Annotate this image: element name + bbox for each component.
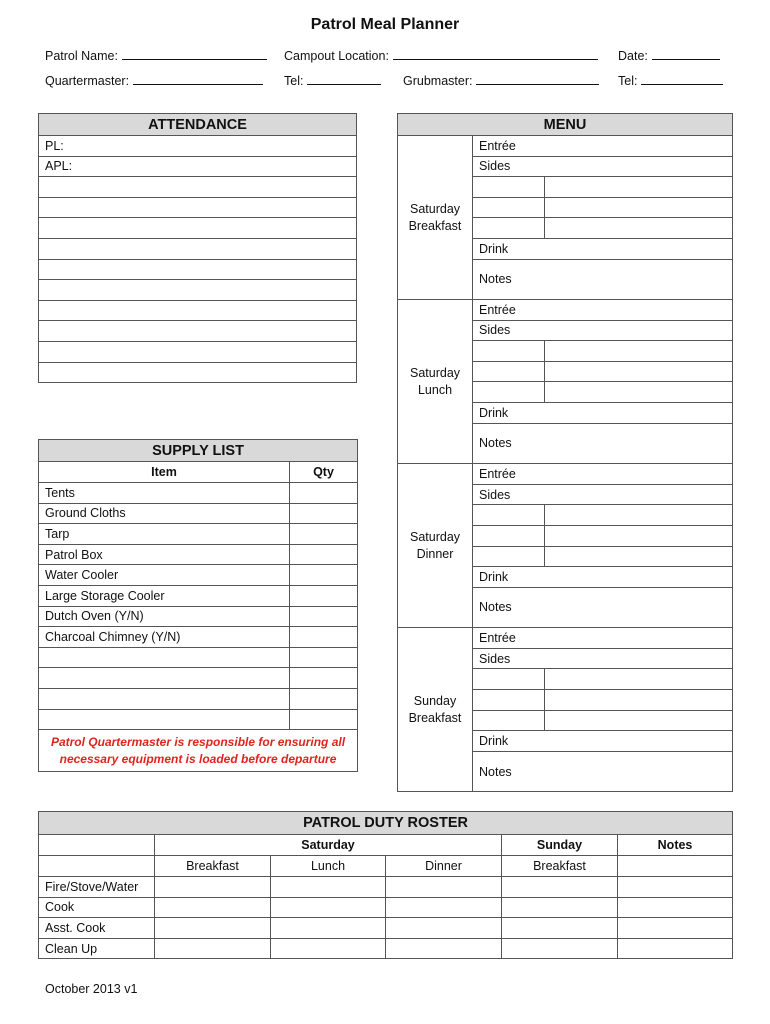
tel2-field[interactable]: [618, 74, 723, 88]
roster-cell[interactable]: [502, 877, 618, 898]
menu-meal-name: Saturday Breakfast: [398, 136, 473, 300]
menu-entry-field[interactable]: [545, 689, 733, 710]
supply-qty[interactable]: [290, 544, 358, 565]
supply-qty[interactable]: [290, 688, 358, 709]
menu-entree-label[interactable]: Entrée: [473, 300, 733, 321]
roster-cell[interactable]: [271, 938, 386, 959]
menu-entry-field[interactable]: [545, 669, 733, 690]
menu-side-field[interactable]: [473, 382, 545, 403]
attendance-title: ATTENDANCE: [39, 114, 357, 136]
roster-duty-label: Fire/Stove/Water: [39, 877, 155, 898]
attendance-row[interactable]: [39, 280, 357, 301]
menu-notes-label[interactable]: Notes: [473, 751, 733, 792]
supply-note: Patrol Quartermaster is responsible for ensuring all necessary equipment is loaded before departure: [39, 730, 358, 772]
campout-location-label: Campout Location:: [284, 49, 389, 63]
menu-side-field[interactable]: [473, 710, 545, 731]
roster-title: PATROL DUTY ROSTER: [39, 812, 733, 835]
tel1-label: Tel:: [284, 74, 304, 88]
menu-entry-field[interactable]: [545, 197, 733, 218]
roster-cell[interactable]: [155, 897, 271, 918]
attendance-row[interactable]: PL:: [39, 136, 357, 157]
tel1-field[interactable]: [284, 74, 381, 88]
date-field[interactable]: [618, 49, 720, 63]
attendance-row[interactable]: [39, 259, 357, 280]
menu-entree-label[interactable]: Entrée: [473, 136, 733, 157]
quartermaster-field[interactable]: [45, 74, 263, 88]
menu-side-field[interactable]: [473, 341, 545, 362]
patrol-name-field[interactable]: [45, 49, 267, 63]
menu-entry-field[interactable]: [545, 361, 733, 382]
menu-sides-label[interactable]: Sides: [473, 320, 733, 341]
menu-notes-label[interactable]: Notes: [473, 587, 733, 628]
menu-sides-label[interactable]: Sides: [473, 156, 733, 177]
menu-entry-field[interactable]: [545, 382, 733, 403]
menu-side-field[interactable]: [473, 525, 545, 546]
supply-item[interactable]: Large Storage Cooler: [39, 585, 290, 606]
roster-cell[interactable]: [386, 877, 502, 898]
menu-meal-name: Saturday Lunch: [398, 300, 473, 464]
menu-entree-label[interactable]: Entrée: [473, 464, 733, 485]
roster-sun-breakfast: Breakfast: [502, 856, 618, 877]
roster-notes: Notes: [618, 835, 733, 856]
supply-item[interactable]: [39, 668, 290, 689]
supply-item[interactable]: [39, 647, 290, 668]
roster-cell[interactable]: [618, 918, 733, 939]
supply-item[interactable]: Tarp: [39, 524, 290, 545]
attendance-table: [38, 113, 357, 383]
footer-version: October 2013 v1: [45, 982, 138, 996]
supply-item[interactable]: Ground Cloths: [39, 503, 290, 524]
supply-qty[interactable]: [290, 647, 358, 668]
supply-qty[interactable]: [290, 483, 358, 504]
attendance-row[interactable]: [39, 300, 357, 321]
supply-item[interactable]: Water Cooler: [39, 565, 290, 586]
supply-item[interactable]: Tents: [39, 483, 290, 504]
roster-cell[interactable]: [386, 938, 502, 959]
supply-item[interactable]: [39, 709, 290, 730]
roster-cell[interactable]: [386, 918, 502, 939]
roster-cell[interactable]: [155, 877, 271, 898]
roster-cell[interactable]: [271, 877, 386, 898]
menu-entry-field[interactable]: [545, 505, 733, 526]
roster-breakfast: Breakfast: [155, 856, 271, 877]
supply-qty[interactable]: [290, 627, 358, 648]
supply-table: [38, 439, 358, 772]
menu-side-field[interactable]: [473, 505, 545, 526]
page-title: Patrol Meal Planner: [310, 16, 460, 33]
patrol-name-label: Patrol Name:: [45, 49, 118, 63]
menu-meal-name: Saturday Dinner: [398, 464, 473, 628]
menu-sides-label[interactable]: Sides: [473, 648, 733, 669]
roster-cell[interactable]: [618, 897, 733, 918]
attendance-row[interactable]: [39, 177, 357, 198]
supply-qty[interactable]: [290, 565, 358, 586]
menu-drink-label[interactable]: Drink: [473, 567, 733, 588]
menu-side-field[interactable]: [473, 546, 545, 567]
attendance-row[interactable]: [39, 197, 357, 218]
roster-sunday: Sunday: [502, 835, 618, 856]
menu-side-field[interactable]: [473, 218, 545, 239]
menu-entry-field[interactable]: [545, 710, 733, 731]
supply-col-qty: Qty: [290, 462, 358, 483]
menu-entree-label[interactable]: Entrée: [473, 628, 733, 649]
supply-qty[interactable]: [290, 524, 358, 545]
roster-lunch: Lunch: [271, 856, 386, 877]
roster-cell[interactable]: [502, 897, 618, 918]
menu-entry-field[interactable]: [545, 341, 733, 362]
menu-drink-label[interactable]: Drink: [473, 238, 733, 259]
roster-cell[interactable]: [271, 897, 386, 918]
roster-dinner: Dinner: [386, 856, 502, 877]
roster-duty-label: Asst. Cook: [39, 918, 155, 939]
menu-notes-label[interactable]: Notes: [473, 423, 733, 464]
attendance-row[interactable]: [39, 362, 357, 383]
menu-entry-field[interactable]: [545, 525, 733, 546]
menu-side-field[interactable]: [473, 177, 545, 198]
menu-drink-label[interactable]: Drink: [473, 731, 733, 752]
menu-side-field[interactable]: [473, 669, 545, 690]
attendance-row[interactable]: [39, 321, 357, 342]
menu-side-field[interactable]: [473, 197, 545, 218]
menu-meal-name: Sunday Breakfast: [398, 628, 473, 792]
roster-table: [38, 811, 733, 959]
menu-title: MENU: [398, 114, 733, 136]
supply-item[interactable]: Dutch Oven (Y/N): [39, 606, 290, 627]
attendance-row[interactable]: [39, 218, 357, 239]
menu-sides-label[interactable]: Sides: [473, 484, 733, 505]
attendance-row[interactable]: [39, 238, 357, 259]
roster-cell[interactable]: [502, 938, 618, 959]
tel2-label: Tel:: [618, 74, 638, 88]
supply-item[interactable]: Patrol Box: [39, 544, 290, 565]
roster-duty-label: Clean Up: [39, 938, 155, 959]
supply-col-item: Item: [39, 462, 290, 483]
supply-qty[interactable]: [290, 503, 358, 524]
roster-cell[interactable]: [155, 938, 271, 959]
menu-drink-label[interactable]: Drink: [473, 403, 733, 424]
quartermaster-label: Quartermaster:: [45, 74, 130, 88]
menu-side-field[interactable]: [473, 689, 545, 710]
roster-cell[interactable]: [618, 877, 733, 898]
menu-table: [397, 113, 733, 792]
roster-cell[interactable]: [618, 938, 733, 959]
menu-notes-label[interactable]: Notes: [473, 259, 733, 300]
menu-entry-field[interactable]: [545, 546, 733, 567]
supply-title: SUPPLY LIST: [39, 440, 358, 462]
attendance-row[interactable]: APL:: [39, 156, 357, 177]
grubmaster-label: Grubmaster:: [403, 74, 473, 88]
roster-saturday: Saturday: [155, 835, 502, 856]
supply-qty[interactable]: [290, 668, 358, 689]
roster-cell[interactable]: [271, 918, 386, 939]
menu-entry-field[interactable]: [545, 218, 733, 239]
supply-item[interactable]: [39, 688, 290, 709]
roster-cell[interactable]: [386, 897, 502, 918]
supply-item[interactable]: Charcoal Chimney (Y/N): [39, 627, 290, 648]
menu-entry-field[interactable]: [545, 177, 733, 198]
menu-side-field[interactable]: [473, 361, 545, 382]
attendance-row[interactable]: [39, 341, 357, 362]
date-label: Date:: [618, 49, 648, 63]
roster-cell[interactable]: [502, 918, 618, 939]
roster-duty-label: Cook: [39, 897, 155, 918]
supply-qty[interactable]: [290, 606, 358, 627]
campout-location-field[interactable]: [284, 49, 598, 63]
roster-cell[interactable]: [155, 918, 271, 939]
supply-qty[interactable]: [290, 585, 358, 606]
supply-qty[interactable]: [290, 709, 358, 730]
grubmaster-field[interactable]: [403, 74, 599, 88]
